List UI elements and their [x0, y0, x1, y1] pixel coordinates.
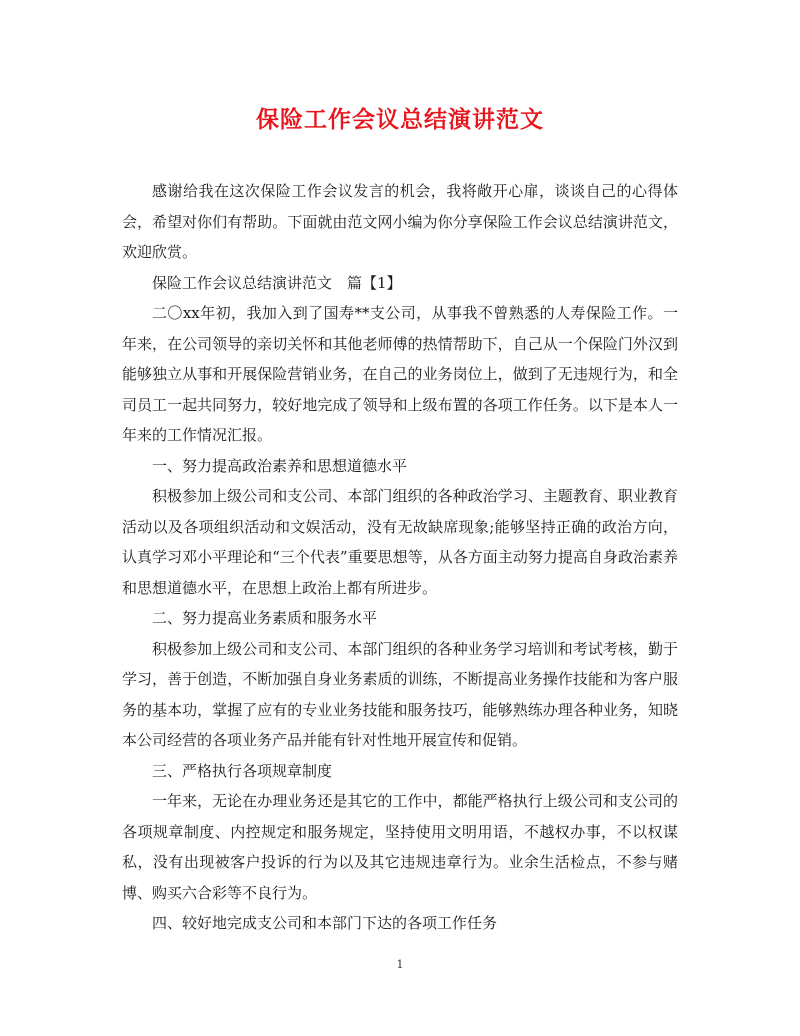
document-title: 保险工作会议总结演讲范文	[256, 106, 544, 133]
heading-tasks: 四、较好地完成支公司和本部门下达的各项工作任务	[152, 914, 498, 932]
paragraph-intro: 感谢给我在这次保险工作会议发言的机会，我将敞开心扉，谈谈自己的心得体会，希望对你们有帮助。下面就由范文网小编为你分享保险工作会议总结演讲范文，欢迎欣赏。	[122, 182, 678, 261]
page-number: 1	[396, 958, 404, 971]
heading-rules: 三、严格执行各项规章制度	[152, 761, 333, 780]
heading-business-quality: 二、努力提高业务素质和服务水平	[152, 609, 378, 627]
paragraph-opening: 二〇xx年初，我加入到了国寿**支公司，从事我不曾熟悉的人寿保险工作。一年来，在公司领导的亲切关怀和其他老师傅的热情帮助下，自己从一个保险门外汉到能够独立从事和开展保险营销业务，在自己的业务岗位上，做到了无违规行为，和全司员工一起共同努力，较好地完成了领导和上级布置的各项工作任务。以下是本人一年来的工作情况汇报。	[122, 304, 678, 444]
document-body	[122, 176, 678, 939]
paragraph-section-title: 保险工作会议总结演讲范文 篇【1】	[152, 273, 402, 292]
paragraph-rules: 一年来，无论在办理业务还是其它的工作中，都能严格执行上级公司和支公司的各项规章制度、内控规定和服务规定，坚持使用文明用语，不越权办事，不以权谋私，没有出现被客户投诉的行为以及其它违规违章行为。业余生活检点，不参与赌博、购买六合彩等不良行为。	[122, 792, 678, 902]
paragraph-business-quality: 积极参加上级公司和支公司、本部门组织的各种业务学习培训和考试考核，勤于学习，善于创造，不断加强自身业务素质的训练，不断提高业务操作技能和为客户服务的基本功，掌握了应有的专业业务技能和服务技巧，能够熟练办理各种业务，知晓本公司经营的各项业务产品并能有针对性地开展宣传和促销。	[122, 639, 678, 749]
heading-political-quality: 一、努力提高政治素养和思想道德水平	[152, 456, 408, 475]
paragraph-political-quality: 积极参加上级公司和支公司、本部门组织的各种政治学习、主题教育、职业教育活动以及各项组织活动和文娱活动，没有无故缺席现象;能够坚持正确的政治方向，认真学习邓小平理论和“三个代表”重要思想等，从各方面主动努力提高自身政治素养和思想道德水平，在思想上政治上都有所进步。	[122, 487, 678, 597]
